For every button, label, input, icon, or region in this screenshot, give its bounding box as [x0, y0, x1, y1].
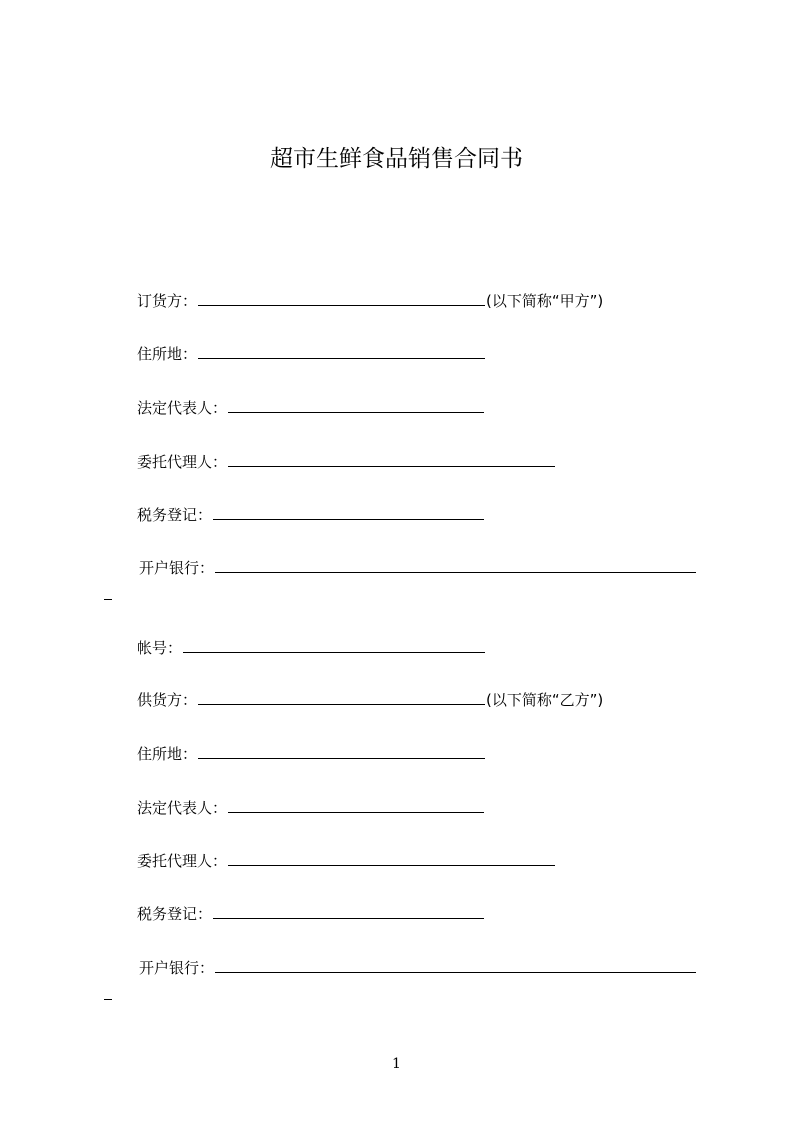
party-b-bank-field[interactable]	[215, 958, 696, 973]
party-a-tax-line	[137, 505, 485, 525]
party-b-bank-continuation	[104, 999, 112, 1000]
party-b-tax-field[interactable]	[213, 904, 484, 919]
party-a-address-line	[137, 344, 486, 364]
party-a-address-field[interactable]	[198, 344, 485, 359]
party-b-bank-label: 开户银行：	[139, 959, 215, 977]
party-b-legal-rep-label: 法定代表人：	[137, 799, 228, 817]
party-a-address-label: 住所地：	[137, 345, 198, 363]
party-b-bank-line	[139, 958, 697, 978]
party-a-agent-label: 委托代理人：	[137, 453, 228, 471]
party-b-tax-line	[137, 904, 485, 924]
party-a-agent-field[interactable]	[228, 452, 555, 467]
orderer-field[interactable]	[198, 291, 485, 306]
supplier-line	[137, 690, 603, 710]
party-b-alias: (以下简称“乙方”)	[486, 691, 604, 709]
party-a-bank-field[interactable]	[215, 558, 696, 573]
party-a-bank-continuation	[104, 599, 112, 600]
party-a-bank-line	[139, 558, 697, 578]
party-a-account-field[interactable]	[183, 638, 485, 653]
party-b-agent-line	[137, 851, 556, 871]
party-b-address-label: 住所地：	[137, 745, 198, 763]
party-a-legal-rep-line	[137, 398, 485, 418]
party-b-address-field[interactable]	[198, 744, 485, 759]
party-a-legal-rep-label: 法定代表人：	[137, 399, 228, 417]
party-b-tax-label: 税务登记：	[137, 905, 213, 923]
party-a-tax-field[interactable]	[213, 505, 484, 520]
party-b-agent-field[interactable]	[228, 851, 555, 866]
party-b-legal-rep-line	[137, 798, 485, 818]
supplier-label: 供货方：	[137, 691, 198, 709]
orderer-label: 订货方：	[137, 292, 198, 310]
party-a-tax-label: 税务登记：	[137, 506, 213, 524]
party-a-agent-line	[137, 452, 556, 472]
party-b-address-line	[137, 744, 486, 764]
document-title: 超市生鲜食品销售合同书	[270, 146, 523, 172]
party-a-account-line	[137, 638, 486, 658]
party-b-legal-rep-field[interactable]	[228, 798, 484, 813]
party-a-account-label: 帐号：	[137, 639, 183, 657]
party-a-bank-label: 开户银行：	[139, 559, 215, 577]
party-a-legal-rep-field[interactable]	[228, 398, 484, 413]
supplier-field[interactable]	[198, 690, 485, 705]
orderer-line	[137, 291, 603, 311]
page-number: 1	[392, 1056, 401, 1072]
party-b-agent-label: 委托代理人：	[137, 852, 228, 870]
party-a-alias: (以下简称“甲方”)	[486, 292, 604, 310]
